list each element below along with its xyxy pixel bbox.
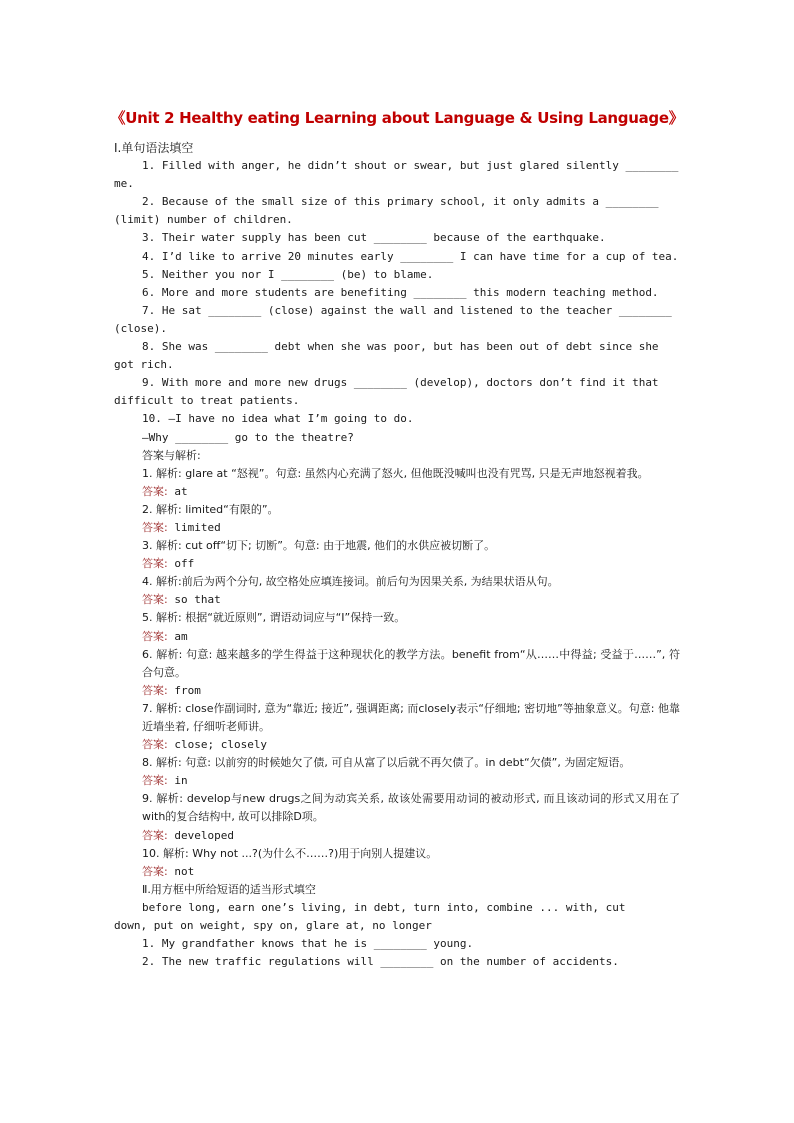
- question-10-line-1: 10. —I have no idea what I’m going to do.: [142, 412, 414, 426]
- question-10-line-2: —Why ________ go to the theatre?: [142, 430, 354, 444]
- answer-1: [114, 483, 680, 501]
- question-4: 4. I’d like to arrive 20 minutes early ________ I can have time for a cup of tea.: [142, 249, 679, 263]
- question-8-line-1: 8. She was ________ debt when she was poor, but has been out of debt since she: [142, 340, 659, 354]
- explanation-4: 4. 解析:前后为两个分句, 故空格处应填连接词。前后句为因果关系, 为结果状语从句。: [142, 575, 559, 589]
- explanation-7: 7. 解析: close作副词时, 意为“靠近; 接近”, 强调距离; 而closely表示“仔细地; 密切地”等抽象意义。句意: 他靠近墙坐着, 仔细听老师讲。: [142, 701, 681, 733]
- section-2-question-1: 1. My grandfather knows that he is ________ young.: [142, 937, 474, 951]
- answer-6: [114, 682, 680, 700]
- answer-8: [114, 772, 680, 790]
- question-1-line-2: me.: [114, 177, 134, 191]
- answer-value: at: [174, 484, 188, 498]
- answer-5: [114, 628, 680, 646]
- phrase-box-line-1: before long, earn one’s living, in debt, turn into, combine ... with, cut: [142, 900, 626, 914]
- answer-9: [114, 827, 680, 845]
- answers-heading: 答案与解析:: [142, 448, 201, 462]
- question-7-line-1: 7. He sat ________ (close) against the wall and listened to the teacher ________: [142, 303, 672, 317]
- answer-7: [114, 736, 680, 754]
- question-2-line-2: (limit) number of children.: [114, 213, 293, 227]
- answer-value: close; closely: [174, 738, 268, 752]
- answer-2: [114, 519, 680, 537]
- question-2-line-1: 2. Because of the small size of this primary school, it only admits a ________: [142, 195, 659, 209]
- question-6: 6. More and more students are benefiting ________ this modern teaching method.: [142, 285, 659, 299]
- question-7-line-2: (close).: [114, 321, 167, 335]
- explanation-5: 5. 解析: 根据“就近原则”, 谓语动词应与“I”保持一致。: [142, 611, 406, 625]
- answer-value: so that: [174, 593, 221, 607]
- explanation-8: 8. 解析: 句意: 以前穷的时候她欠了债, 可自从富了以后就不再欠债了。in debt“欠债”, 为固定短语。: [142, 756, 631, 770]
- answer-label: 答案:: [142, 774, 168, 788]
- answer-label: 答案:: [142, 683, 168, 697]
- explanation-3: 3. 解析: cut off“切下; 切断”。句意: 由于地震, 他们的水供应被切断了。: [142, 539, 496, 553]
- answer-value: in: [174, 774, 188, 788]
- answer-label: 答案:: [142, 629, 168, 643]
- answer-label: 答案:: [142, 484, 168, 498]
- answer-value: off: [174, 557, 195, 571]
- explanation-10: 10. 解析: Why not ...?(为什么不……?)用于向别人提建议。: [142, 846, 438, 860]
- explanation-9: 9. 解析: develop与new drugs之间为动宾关系, 故该处需要用动词的被动形式, 而且该动词的形式又用在了 with的复合结构中, 故可以排除D项。: [142, 792, 680, 824]
- answer-value: not: [174, 864, 195, 878]
- question-8-line-2: got rich.: [114, 358, 174, 372]
- answer-3: [114, 555, 680, 573]
- document-body: [114, 139, 680, 971]
- answer-value: from: [174, 683, 201, 697]
- section-2-question-2: 2. The new traffic regulations will ________ on the number of accidents.: [142, 955, 619, 969]
- answer-4: [114, 591, 680, 609]
- question-1-line-1: 1. Filled with anger, he didn’t shout or swear, but just glared silently ________: [142, 159, 679, 173]
- answer-value: developed: [174, 828, 234, 842]
- section-2-heading: Ⅱ.用方框中所给短语的适当形式填空: [142, 882, 316, 896]
- question-3: 3. Their water supply has been cut ________ because of the earthquake.: [142, 231, 606, 245]
- document-title: 《Unit 2 Healthy eating Learning about Language & Using Language》: [110, 109, 684, 127]
- answer-label: 答案:: [142, 557, 168, 571]
- answer-10: [114, 863, 680, 881]
- question-9-line-1: 9. With more and more new drugs ________ (develop), doctors don’t find it that: [142, 376, 659, 390]
- answer-label: 答案:: [142, 738, 168, 752]
- phrase-box-line-2: down, put on weight, spy on, glare at, no longer: [114, 919, 432, 933]
- section-1-heading: Ⅰ.单句语法填空: [114, 141, 194, 155]
- question-5: 5. Neither you nor I ________ (be) to blame.: [142, 267, 434, 281]
- explanation-2: 2. 解析: limited“有限的”。: [142, 502, 279, 516]
- answer-label: 答案:: [142, 520, 168, 534]
- answer-label: 答案:: [142, 864, 168, 878]
- question-9-line-2: difficult to treat patients.: [114, 394, 300, 408]
- answer-value: am: [174, 629, 188, 643]
- answer-label: 答案:: [142, 828, 168, 842]
- answer-value: limited: [174, 520, 221, 534]
- answer-label: 答案:: [142, 593, 168, 607]
- explanation-1: 1. 解析: glare at “怒视”。句意: 虽然内心充满了怒火, 但他既没喊叫也没有咒骂, 只是无声地怒视着我。: [142, 466, 649, 480]
- explanation-6: 6. 解析: 句意: 越来越多的学生得益于这种现状化的教学方法。benefit from“从……中得益; 受益于……”, 符合句意。: [142, 647, 680, 679]
